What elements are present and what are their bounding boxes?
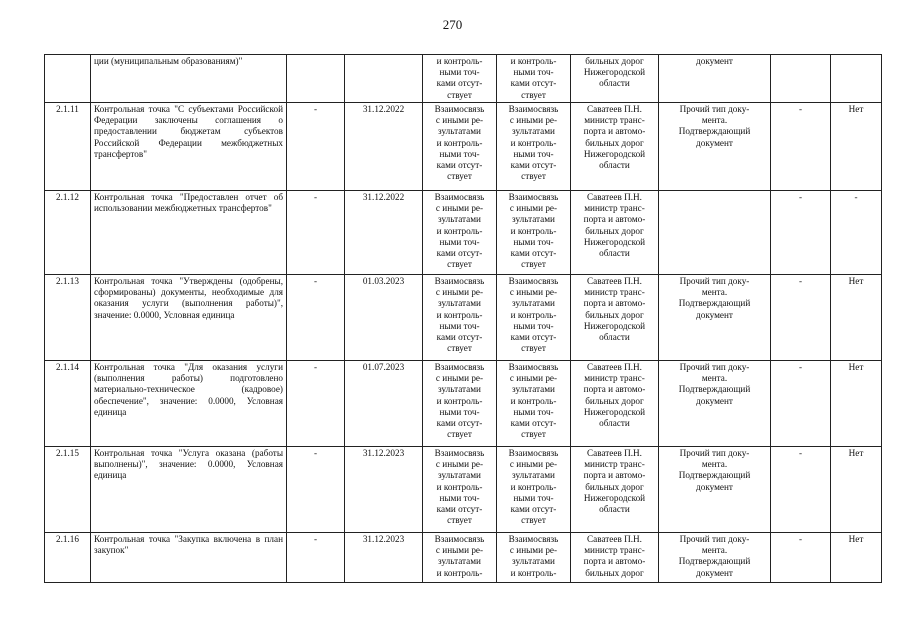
successor-relation-cell [497, 55, 571, 103]
predecessor-relation-text: Взаимосвязь с иными ре- зультатами и контроль- ными точ- ками отсут- ствует [434, 448, 485, 526]
control-point-name-text: Контрольная точка "Услуга оказана (работы выполнены)", значение: 0.0000, Условная единица [94, 448, 283, 481]
info-system-cell [771, 275, 831, 361]
table-row [45, 275, 882, 361]
predecessor-relation-text: Взаимосвязь с иными ре- зультатами и контроль- ными точ- ками отсут- ствует [434, 192, 485, 270]
row-number-text: 2.1.16 [56, 534, 79, 544]
predecessor-relation-cell [423, 55, 497, 103]
control-points-table [44, 54, 882, 583]
control-point-name-cell [91, 533, 287, 583]
document-type-cell [659, 533, 771, 583]
responsible-person-cell [571, 447, 659, 533]
table-row [45, 533, 882, 583]
info-system-cell [771, 191, 831, 275]
control-point-name-cell [91, 275, 287, 361]
control-point-name-cell [91, 361, 287, 447]
base-value-cell [287, 447, 345, 533]
predecessor-relation-text: Взаимосвязь с иными ре- зультатами и контроль- ными точ- ками отсут- ствует [434, 362, 485, 440]
deadline-date-text: 31.12.2022 [362, 104, 405, 114]
base-value-cell [287, 55, 345, 103]
control-point-name-text: ции (муниципальным образованиям)" [94, 56, 243, 66]
responsible-person-cell [571, 191, 659, 275]
table-row [45, 361, 882, 447]
row-number-text: 2.1.12 [56, 192, 79, 202]
document-type-cell [659, 447, 771, 533]
row-number-cell [45, 361, 91, 447]
info-system-cell [771, 361, 831, 447]
predecessor-relation-cell [423, 533, 497, 583]
info-system-text: - [798, 276, 803, 286]
successor-relation-text: Взаимосвязь с иными ре- зультатами и контроль- ными точ- ками отсут- ствует [508, 104, 559, 182]
decomposition-text: Нет [848, 534, 864, 544]
deadline-date-cell [345, 103, 423, 191]
responsible-person-text: Саватеев П.Н. министр транс- порта и автомо- бильных дорог Нижегородской области [583, 104, 646, 171]
control-point-name-cell [91, 103, 287, 191]
responsible-person-cell [571, 361, 659, 447]
predecessor-relation-text: и контроль- ными точ- ками отсут- ствует [436, 56, 483, 100]
base-value-text: - [313, 104, 318, 114]
control-point-name-cell [91, 191, 287, 275]
deadline-date-cell [345, 55, 423, 103]
info-system-text: - [798, 104, 803, 114]
info-system-text: - [798, 534, 803, 544]
decomposition-cell [831, 55, 882, 103]
successor-relation-cell [497, 533, 571, 583]
predecessor-relation-cell [423, 191, 497, 275]
control-point-name-text: Контрольная точка "Закупка включена в план закупок" [94, 534, 283, 556]
row-number-text: 2.1.15 [56, 448, 79, 458]
responsible-person-text: Саватеев П.Н. министр транс- порта и автомо- бильных дорог [583, 534, 646, 578]
document-type-text: Прочий тип доку- мента. Подтверждающий документ [678, 276, 751, 320]
decomposition-cell [831, 447, 882, 533]
document-type-text: Прочий тип доку- мента. Подтверждающий документ [678, 448, 751, 492]
deadline-date-cell [345, 191, 423, 275]
control-point-name-text: Контрольная точка "С субъектами Российской Федерации заключены соглашения о предоставлении бюджетам субъектов Российской Федерации межбюджетных трансфертов" [94, 104, 283, 159]
deadline-date-text: 31.12.2023 [362, 534, 405, 544]
document-type-cell [659, 191, 771, 275]
responsible-person-text: Саватеев П.Н. министр транс- порта и автомо- бильных дорог Нижегородской области [583, 448, 646, 515]
deadline-date-cell [345, 361, 423, 447]
document-type-cell [659, 275, 771, 361]
responsible-person-cell [571, 275, 659, 361]
responsible-person-cell [571, 55, 659, 103]
successor-relation-text: Взаимосвязь с иными ре- зультатами и контроль- ными точ- ками отсут- ствует [508, 276, 559, 354]
successor-relation-text: Взаимосвязь с иными ре- зультатами и контроль- ными точ- ками отсут- ствует [508, 192, 559, 270]
base-value-text: - [313, 534, 318, 544]
document-type-text: Прочий тип доку- мента. Подтверждающий документ [678, 534, 751, 578]
responsible-person-text: Саватеев П.Н. министр транс- порта и автомо- бильных дорог Нижегородской области [583, 276, 646, 343]
base-value-text: - [313, 448, 318, 458]
control-point-name-text: Контрольная точка "Для оказания услуги (выполнения работы) подготовлено материально-техническое (кадровое) обеспечение", значение: 0.0000, Условная единица [94, 362, 283, 417]
control-point-name-cell [91, 447, 287, 533]
page-number: 270 [442, 17, 463, 32]
row-number-text: 2.1.14 [56, 362, 79, 372]
control-point-name-cell [91, 55, 287, 103]
successor-relation-cell [497, 447, 571, 533]
responsible-person-cell [571, 103, 659, 191]
document-type-cell [659, 361, 771, 447]
responsible-person-text: Саватеев П.Н. министр транс- порта и автомо- бильных дорог Нижегородской области [583, 362, 646, 429]
predecessor-relation-text: Взаимосвязь с иными ре- зультатами и контроль- ными точ- ками отсут- ствует [434, 276, 485, 354]
deadline-date-cell [345, 533, 423, 583]
table-row [45, 55, 882, 103]
info-system-text: - [798, 448, 803, 458]
successor-relation-cell [497, 191, 571, 275]
successor-relation-text: Взаимосвязь с иными ре- зультатами и контроль- ными точ- ками отсут- ствует [508, 448, 559, 526]
deadline-date-cell [345, 275, 423, 361]
base-value-text: - [313, 192, 318, 202]
decomposition-cell [831, 361, 882, 447]
table-body [45, 55, 882, 583]
responsible-person-text: Саватеев П.Н. министр транс- порта и автомо- бильных дорог Нижегородской области [583, 192, 646, 259]
deadline-date-text: 31.12.2022 [362, 192, 405, 202]
predecessor-relation-text: Взаимосвязь с иными ре- зультатами и контроль- [434, 534, 485, 578]
table-row [45, 447, 882, 533]
row-number-cell [45, 103, 91, 191]
row-number-cell [45, 191, 91, 275]
row-number-text: 2.1.13 [56, 276, 79, 286]
decomposition-text: Нет [848, 362, 864, 372]
decomposition-cell [831, 533, 882, 583]
base-value-cell [287, 191, 345, 275]
predecessor-relation-cell [423, 447, 497, 533]
base-value-cell [287, 533, 345, 583]
document-type-text: Прочий тип доку- мента. Подтверждающий документ [678, 362, 751, 406]
predecessor-relation-cell [423, 103, 497, 191]
control-point-name-text: Контрольная точка "Утверждены (одобрены, сформированы) документы, необходимые для оказания услуги (выполнения работы)", значение: 0.0000, Условная единица [94, 276, 283, 320]
info-system-text: - [798, 362, 803, 372]
table-row [45, 103, 882, 191]
successor-relation-cell [497, 103, 571, 191]
row-number-cell [45, 447, 91, 533]
deadline-date-text: 01.07.2023 [362, 362, 405, 372]
base-value-text: - [313, 276, 318, 286]
successor-relation-text: и контроль- ными точ- ками отсут- ствует [510, 56, 557, 100]
info-system-cell [771, 533, 831, 583]
document-type-cell [659, 55, 771, 103]
decomposition-text: Нет [848, 448, 864, 458]
info-system-cell [771, 447, 831, 533]
decomposition-text: Нет [848, 276, 864, 286]
document-type-text: документ [696, 56, 733, 66]
base-value-cell [287, 275, 345, 361]
predecessor-relation-text: Взаимосвязь с иными ре- зультатами и контроль- ными точ- ками отсут- ствует [434, 104, 485, 182]
successor-relation-text: Взаимосвязь с иными ре- зультатами и контроль- [508, 534, 559, 578]
info-system-cell [771, 103, 831, 191]
base-value-cell [287, 103, 345, 191]
responsible-person-text: бильных дорог Нижегородской области [583, 56, 646, 89]
row-number-cell [45, 533, 91, 583]
info-system-text: - [798, 192, 803, 202]
decomposition-cell [831, 191, 882, 275]
row-number-cell [45, 55, 91, 103]
row-number-text: 2.1.11 [56, 104, 79, 114]
row-number-cell [45, 275, 91, 361]
document-type-text: Прочий тип доку- мента. Подтверждающий документ [678, 104, 751, 148]
base-value-text: - [313, 362, 318, 372]
successor-relation-text: Взаимосвязь с иными ре- зультатами и контроль- ными точ- ками отсут- ствует [508, 362, 559, 440]
decomposition-cell [831, 103, 882, 191]
responsible-person-cell [571, 533, 659, 583]
deadline-date-text: 01.03.2023 [362, 276, 405, 286]
deadline-date-text: 31.12.2023 [362, 448, 405, 458]
successor-relation-cell [497, 275, 571, 361]
decomposition-text: Нет [848, 104, 864, 114]
info-system-cell [771, 55, 831, 103]
base-value-cell [287, 361, 345, 447]
predecessor-relation-cell [423, 361, 497, 447]
control-point-name-text: Контрольная точка "Предоставлен отчет об использовании межбюджетных трансфертов" [94, 192, 283, 214]
predecessor-relation-cell [423, 275, 497, 361]
successor-relation-cell [497, 361, 571, 447]
decomposition-cell [831, 275, 882, 361]
decomposition-text: - [854, 192, 858, 202]
deadline-date-cell [345, 447, 423, 533]
table-row [45, 191, 882, 275]
document-type-cell [659, 103, 771, 191]
